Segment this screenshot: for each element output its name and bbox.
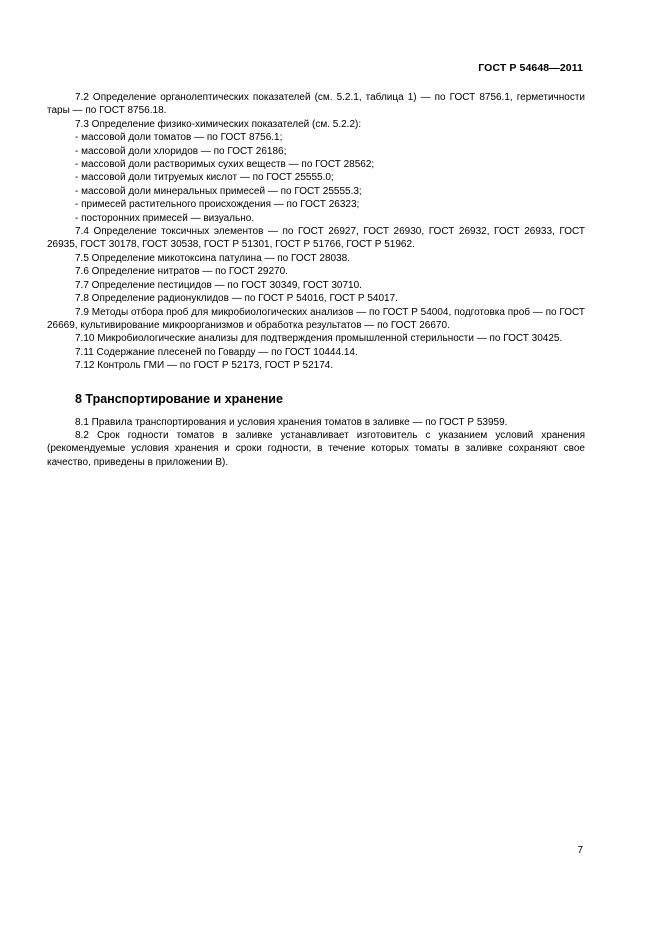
paragraph-7-8: 7.8 Определение радионуклидов — по ГОСТ Р 54016, ГОСТ Р 54017.	[75, 293, 398, 305]
paragraph-7-5: 7.5 Определение микотоксина патулина — по ГОСТ 28038.	[75, 252, 350, 264]
page-number: 7	[577, 845, 583, 856]
paragraph-7-11: 7.11 Содержание плесеней по Говарду — по ГОСТ 10444.14.	[75, 346, 358, 358]
list-item: - массовой доли хлоридов — по ГОСТ 26186;	[75, 145, 287, 157]
section-8-title: 8 Транспортирование и хранение	[75, 391, 283, 406]
list-item: - массовой доли томатов — по ГОСТ 8756.1;	[75, 132, 283, 144]
paragraph-7-6: 7.6 Определение нитратов — по ГОСТ 29270.	[75, 266, 288, 278]
paragraph-7-9: 7.9 Методы отбора проб для микробиологических анализов — по ГОСТ Р 54004, подготовка проб — по ГОСТ 26669, культивирование микроорганизмов и обработка результатов — по ГОСТ 26670.	[47, 306, 585, 331]
paragraph-8-2: 8.2 Срок годности томатов в заливке устанавливает изготовитель с указанием условий хранения (рекомендуемые условия хранения и сроки годности, в течение которых томаты в заливке сохраняют свое качество, приведены в приложении В).	[47, 429, 585, 468]
document-body	[47, 91, 585, 469]
paragraph-7-3: 7.3 Определение физико-химических показателей (см. 5.2.2):	[75, 118, 362, 130]
list-item: - массовой доли растворимых сухих веществ — по ГОСТ 28562;	[75, 159, 375, 171]
paragraph-7-7: 7.7 Определение пестицидов — по ГОСТ 30349, ГОСТ 30710.	[75, 279, 362, 291]
paragraph-8-1: 8.1 Правила транспортирования и условия хранения томатов в заливке — по ГОСТ Р 53959.	[75, 416, 508, 428]
standard-id-header: ГОСТ Р 54648—2011	[478, 62, 583, 74]
list-item: - примесей растительного происхождения — по ГОСТ 26323;	[75, 199, 360, 211]
list-item: - посторонних примесей — визуально.	[75, 212, 255, 224]
paragraph-7-12: 7.12 Контроль ГМИ — по ГОСТ Р 52173, ГОСТ Р 52174.	[75, 360, 334, 372]
list-item: - массовой доли титруемых кислот — по ГОСТ 25555.0;	[75, 172, 334, 184]
paragraph-7-10: 7.10 Микробиологические анализы для подтверждения промышленной стерильности — по ГОСТ 30425.	[75, 333, 563, 345]
paragraph-7-2: 7.2 Определение органолептических показателей (см. 5.2.1, таблица 1) — по ГОСТ 8756.1, герметичности тары — по ГОСТ 8756.18.	[47, 92, 585, 117]
paragraph-7-4: 7.4 Определение токсичных элементов — по ГОСТ 26927, ГОСТ 26930, ГОСТ 26932, ГОСТ 26933, ГОСТ 26935, ГОСТ 30178, ГОСТ 30538, ГОСТ Р 51301, ГОСТ Р 51766, ГОСТ Р 51962.	[47, 226, 585, 251]
list-item: - массовой доли минеральных примесей — по ГОСТ 25555.3;	[75, 185, 362, 197]
